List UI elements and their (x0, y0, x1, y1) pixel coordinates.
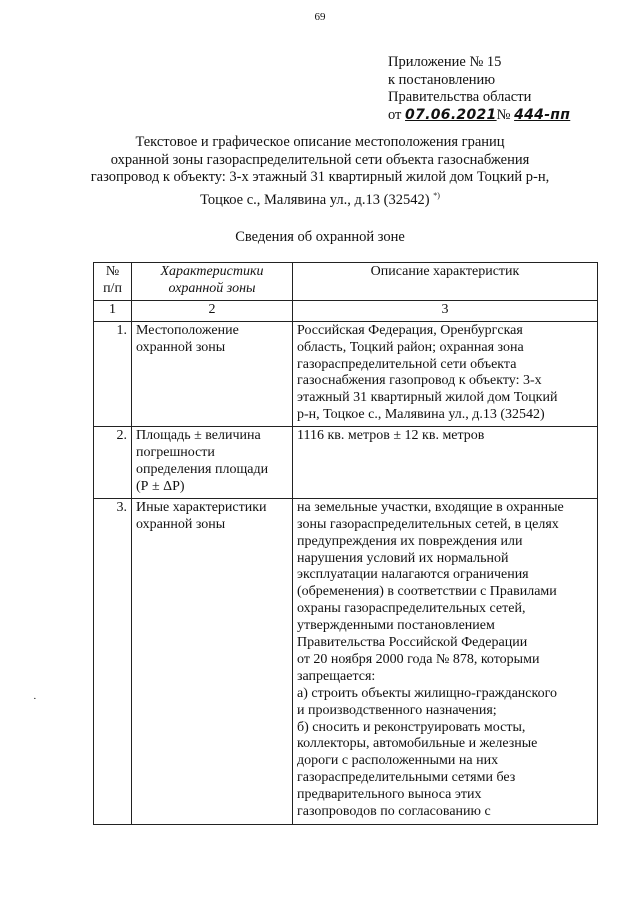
desc-line: Правительства Российской Федерации (297, 635, 528, 651)
row-name (132, 427, 293, 499)
margin-mark: · (33, 693, 37, 705)
desc-line: р-н, Тоцкое с., Малявина ул., д.13 (32542) (297, 407, 545, 423)
desc-line: охраны газораспределительных сетей, (297, 601, 526, 617)
index-cell: 2 (132, 300, 293, 321)
desc-line: газораспределительными сетями без (297, 770, 516, 786)
title-line (80, 187, 560, 209)
document-title (80, 134, 560, 209)
row-name-line: Местоположение (136, 322, 239, 338)
row-name (132, 498, 293, 824)
header-text: охранной зоны (168, 280, 256, 296)
desc-line: коллекторы, автомобильные и железные (297, 736, 538, 752)
desc-line: газораспределительной сети объекта (297, 356, 517, 372)
row-name-line: охранной зоны (136, 339, 226, 355)
number-prefix: № (496, 106, 511, 123)
row-description (293, 427, 598, 499)
row-name-line: определения площади (136, 461, 269, 477)
desc-line: нарушения условий их нормальной (297, 550, 509, 566)
index-cell: 3 (293, 300, 598, 321)
header-text: п/п (103, 280, 122, 296)
table-row (94, 321, 598, 426)
desc-line: эксплуатации налагаются ограничения (297, 567, 529, 583)
title-line: охранной зоны газораспределительной сети объекта газоснабжения (110, 151, 530, 168)
handwritten-date: 07.06.2021 (405, 106, 497, 123)
desc-line: этажный 31 квартирный жилой дом Тоцкий (297, 390, 558, 406)
row-number: 2. (94, 427, 132, 499)
header-description: Описание характеристик (293, 263, 598, 301)
appendix-line: Правительства области (388, 89, 532, 105)
desc-line: а) строить объекты жилищно-гражданского (297, 685, 557, 701)
title-line: газопровод к объекту: 3-х этажный 31 квартирный жилой дом Тоцкий р-н, (90, 169, 550, 186)
table-row (94, 498, 598, 824)
section-subtitle: Сведения об охранной зоне (235, 229, 405, 245)
date-prefix: от (388, 106, 402, 123)
row-name-line: Иные характеристики (136, 499, 267, 515)
handwritten-number: 444-пп (514, 106, 571, 123)
desc-line: зоны газораспределительных сетей, в целях (297, 516, 559, 532)
desc-line: утвержденными постановлением (297, 618, 495, 634)
appendix-line: к постановлению (388, 71, 496, 88)
desc-line: от 20 ноября 2000 года № 878, которыми (297, 651, 540, 667)
row-description (293, 498, 598, 824)
desc-line: дороги с расположенными на них (297, 753, 499, 769)
row-number: 3. (94, 498, 132, 824)
desc-line: предупреждения их повреждения или (297, 533, 523, 549)
row-name-line: погрешности (136, 445, 215, 461)
row-name-line: Площадь ± величина (136, 428, 261, 444)
desc-line: Российская Федерация, Оренбургская (297, 322, 523, 338)
desc-line: и производственного назначения; (297, 702, 497, 718)
table-row (94, 427, 598, 499)
footnote-mark: *) (433, 190, 440, 200)
appendix-date-line (388, 107, 570, 125)
desc-line: газоснабжения газопровод к объекту: 3-х (297, 373, 542, 389)
desc-line: предварительного выноса этих (297, 787, 482, 803)
desc-line: запрещается: (297, 668, 376, 684)
appendix-line: Приложение № 15 (388, 54, 502, 70)
header-characteristics (132, 263, 293, 301)
row-name (132, 321, 293, 426)
desc-line: б) сносить и реконструировать мосты, (297, 719, 526, 735)
row-number: 1. (94, 321, 132, 426)
desc-line: на земельные участки, входящие в охранные (297, 499, 564, 515)
index-cell: 1 (94, 300, 132, 321)
desc-clip (297, 500, 593, 822)
row-name-line: охранной зоны (136, 516, 226, 532)
zone-info-table (93, 262, 598, 825)
desc-line: область, Тоцкий район; охранная зона (297, 339, 524, 355)
row-description (293, 321, 598, 426)
title-line: Текстовое и графическое описание местоположения границ (135, 134, 505, 150)
desc-line: 1116 кв. метров ± 12 кв. метров (297, 428, 485, 444)
table-index-row (94, 300, 598, 321)
desc-line: газопроводов по согласованию с (297, 804, 491, 820)
appendix-block (388, 54, 570, 124)
table-header-row (94, 263, 598, 301)
header-text: № (105, 264, 120, 279)
page-number: 69 (314, 11, 326, 23)
title-line-text: Тоцкое с., Малявина ул., д.13 (32542) (200, 191, 430, 208)
row-name-line: (Р ± ΔР) (136, 478, 185, 494)
desc-line: (обременения) в соответствии с Правилами (297, 584, 557, 600)
header-text: Характеристики (160, 264, 264, 279)
header-num (94, 263, 132, 301)
